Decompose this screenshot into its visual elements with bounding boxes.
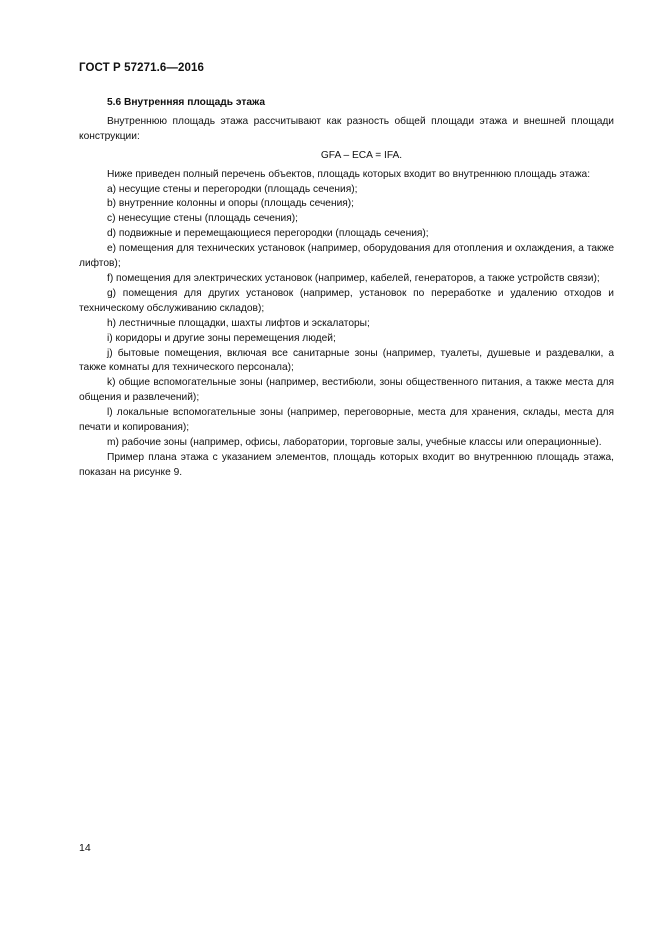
list-item: e) помещения для технических установок (например, оборудования для отопления и охлаждения, а также лифтов); <box>79 243 614 270</box>
list-item: g) помещения для других установок (например, установок по переработке и удалению отходов и техническому обслуживанию складов); <box>79 287 614 314</box>
list-item: m) рабочие зоны (например, офисы, лаборатории, торговые залы, учебные классы или операционные). <box>107 436 602 448</box>
formula: GFA – ECA = IFA. <box>320 149 403 161</box>
list-item: j) бытовые помещения, включая все санитарные зоны (например, туалеты, душевые и раздевалки, а также комнаты для технического персонала); <box>79 347 614 374</box>
list-item: k) общие вспомогательные зоны (например, вестибюли, зоны общественного питания, а также места для общения и развлечений); <box>79 377 614 404</box>
object-list <box>79 183 614 451</box>
list-item: d) подвижные и перемещающиеся перегородки (площадь сечения); <box>107 228 429 240</box>
list-item: b) внутренние колонны и опоры (площадь сечения); <box>107 198 355 210</box>
list-item: i) коридоры и другие зоны перемещения людей; <box>107 332 336 344</box>
list-item: h) лестничные площадки, шахты лифтов и эскалаторы; <box>107 317 370 329</box>
closing-paragraph: Пример плана этажа с указанием элементов, площадь которых входит во внутреннюю площадь этажа, показан на рисунке 9. <box>79 451 614 478</box>
list-item: c) ненесущие стены (площадь сечения); <box>107 213 298 225</box>
document-id: ГОСТ Р 57271.6—2016 <box>79 62 204 74</box>
page-content <box>79 96 614 481</box>
page-number: 14 <box>79 842 91 854</box>
list-item: f) помещения для электрических установок (например, кабелей, генераторов, а также устройств связи); <box>107 272 600 284</box>
list-item: a) несущие стены и перегородки (площадь сечения); <box>107 183 358 195</box>
section-title: 5.6 Внутренняя площадь этажа <box>107 97 266 108</box>
list-item: l) локальные вспомогательные зоны (например, переговорные, места для хранения, склады, места для печати и копирования); <box>79 407 614 434</box>
list-intro-paragraph: Ниже приведен полный перечень объектов, площадь которых входит во внутреннюю площадь этажа: <box>107 168 591 180</box>
intro-paragraph: Внутреннюю площадь этажа рассчитывают как разность общей площади этажа и внешней площади конструкции: <box>79 115 614 142</box>
